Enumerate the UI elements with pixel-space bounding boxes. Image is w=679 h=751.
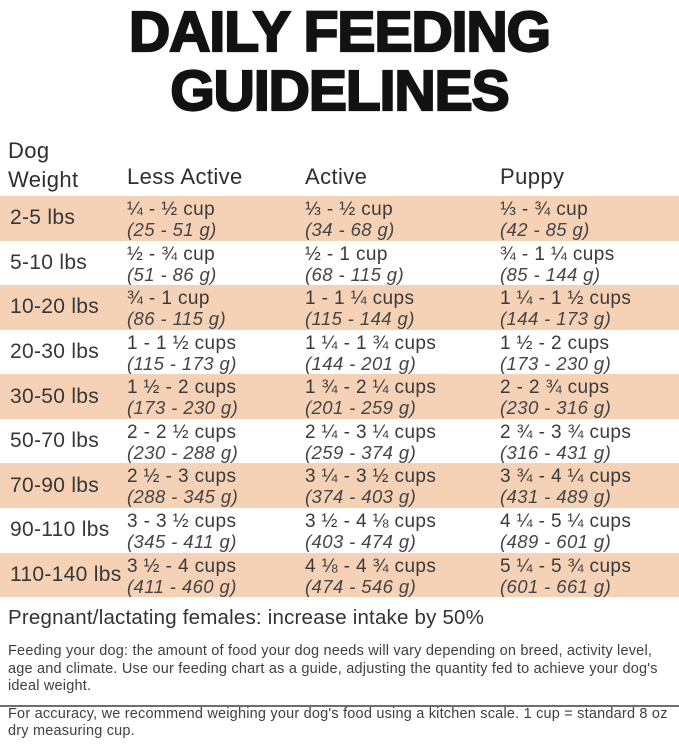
grams-range: (230 - 316 g) xyxy=(500,397,612,419)
weight-cell: 70-90 lbs xyxy=(10,473,100,497)
page-title xyxy=(0,0,679,121)
cups-range: 5 ¼ - 5 ¾ cups xyxy=(500,555,632,577)
footer-notes xyxy=(8,606,671,751)
cups-range: 3 ¼ - 3 ½ cups xyxy=(305,466,437,488)
page-title-line1: DAILY FEEDING xyxy=(129,0,550,64)
cups-range: 2 ¾ - 3 ¾ cups xyxy=(500,421,632,443)
grams-range: (86 - 115 g) xyxy=(127,308,227,330)
active-cell xyxy=(305,196,500,241)
table-row-110-140-lbs xyxy=(0,553,679,598)
page-title-line2: GUIDELINES xyxy=(170,59,509,123)
active-cell xyxy=(305,241,500,286)
puppy-cell xyxy=(500,508,679,553)
table-row-2-5-lbs xyxy=(0,196,679,241)
puppy-cell xyxy=(500,419,679,464)
cups-range: 1 ¼ - 1 ½ cups xyxy=(500,288,632,310)
measuring-accuracy-note: For accuracy, we recommend weighing your dog's food using a kitchen scale. 1 cup = standard 8 oz dry measuring cup. xyxy=(8,705,668,739)
cups-range: 1 ½ - 2 cups xyxy=(127,377,237,399)
cups-range: ½ - ¾ cup xyxy=(127,243,216,265)
active-cell xyxy=(305,285,500,330)
cups-range: 2 - 2 ½ cups xyxy=(127,421,237,443)
cups-range: 3 - 3 ½ cups xyxy=(127,510,237,532)
weight-cell: 30-50 lbs xyxy=(10,384,100,408)
grams-range: (431 - 489 g) xyxy=(500,486,612,508)
table-row-5-10-lbs xyxy=(0,241,679,286)
grams-range: (34 - 68 g) xyxy=(305,219,395,240)
weight-cell: 110-140 lbs xyxy=(10,562,122,586)
pregnant-lactating-note: Pregnant/lactating females: increase intake by 50% xyxy=(8,606,485,629)
active-cell xyxy=(305,374,500,419)
table-row-70-90-lbs xyxy=(0,463,679,508)
active-cell xyxy=(305,463,500,508)
grams-range: (230 - 288 g) xyxy=(127,441,239,463)
grams-range: (144 - 173 g) xyxy=(500,308,612,330)
grams-range: (42 - 85 g) xyxy=(500,219,590,240)
cups-range: ½ - 1 cup xyxy=(305,243,388,265)
column-header-puppy: Puppy xyxy=(500,164,565,189)
dog-weight-header-line1: Dog xyxy=(8,138,50,163)
cups-range: ⅓ - ½ cup xyxy=(305,199,394,220)
cups-range: 4 ¼ - 5 ¼ cups xyxy=(500,510,632,532)
table-header-row xyxy=(0,134,679,196)
grams-range: (85 - 144 g) xyxy=(500,263,601,285)
cups-range: ¾ - 1 ¼ cups xyxy=(500,243,615,265)
puppy-cell xyxy=(500,241,679,286)
grams-range: (374 - 403 g) xyxy=(305,486,417,508)
weight-cell: 10-20 lbs xyxy=(10,295,100,319)
grams-range: (345 - 411 g) xyxy=(127,530,237,552)
grams-range: (115 - 144 g) xyxy=(305,308,415,330)
grams-range: (403 - 474 g) xyxy=(305,530,417,552)
grams-range: (201 - 259 g) xyxy=(305,397,417,419)
grams-range: (115 - 173 g) xyxy=(127,352,237,374)
puppy-cell xyxy=(500,374,679,419)
table-row-20-30-lbs xyxy=(0,330,679,375)
grams-range: (25 - 51 g) xyxy=(127,219,217,240)
grams-range: (51 - 86 g) xyxy=(127,263,217,285)
column-header-dog-weight xyxy=(8,136,78,194)
grams-range: (144 - 201 g) xyxy=(305,352,417,374)
cups-range: 1 - 1 ½ cups xyxy=(127,332,237,354)
puppy-cell xyxy=(500,330,679,375)
cups-range: ⅓ - ¾ cup xyxy=(500,199,589,220)
weight-cell: 20-30 lbs xyxy=(10,339,100,363)
table-row-10-20-lbs xyxy=(0,285,679,330)
grams-range: (411 - 460 g) xyxy=(127,575,237,597)
puppy-cell xyxy=(500,553,679,598)
cups-range: 1 ½ - 2 cups xyxy=(500,332,610,354)
active-cell xyxy=(305,330,500,375)
grams-range: (259 - 374 g) xyxy=(305,441,417,463)
weight-cell: 5-10 lbs xyxy=(10,250,88,274)
cups-range: 2 ¼ - 3 ¼ cups xyxy=(305,421,437,443)
feeding-guidance-note: Feeding your dog: the amount of food your dog needs will vary depending on breed, activity level, age and climate. Use our feeding chart as a guide, adjusting the quantity fed to achieve your dog's ideal weight. xyxy=(8,643,658,694)
cups-range: 1 ¼ - 1 ¾ cups xyxy=(305,332,437,354)
puppy-cell xyxy=(500,463,679,508)
active-cell xyxy=(305,553,500,598)
less-active-cell xyxy=(127,508,305,553)
less-active-cell xyxy=(127,553,305,598)
weight-cell: 90-110 lbs xyxy=(10,518,110,542)
less-active-cell xyxy=(127,285,305,330)
cups-range: 1 - 1 ¼ cups xyxy=(305,288,415,310)
puppy-cell xyxy=(500,196,679,241)
table-row-50-70-lbs xyxy=(0,419,679,464)
puppy-cell xyxy=(500,285,679,330)
cups-range: 1 ¾ - 2 ¼ cups xyxy=(305,377,437,399)
cups-range: ¾ - 1 cup xyxy=(127,288,210,310)
column-header-active: Active xyxy=(305,164,368,189)
cups-range: ¼ - ½ cup xyxy=(127,199,216,220)
grams-range: (601 - 661 g) xyxy=(500,575,612,597)
table-row-90-110-lbs xyxy=(0,508,679,553)
column-header-less-active: Less Active xyxy=(127,164,243,189)
grams-range: (489 - 601 g) xyxy=(500,530,612,552)
cups-range: 3 ¾ - 4 ¼ cups xyxy=(500,466,632,488)
cups-range: 4 ⅛ - 4 ¾ cups xyxy=(305,555,437,577)
cups-range: 3 ½ - 4 ⅛ cups xyxy=(305,510,437,532)
feeding-table xyxy=(0,196,679,597)
grams-range: (68 - 115 g) xyxy=(305,263,405,285)
grams-range: (288 - 345 g) xyxy=(127,486,239,508)
grams-range: (316 - 431 g) xyxy=(500,441,612,463)
less-active-cell xyxy=(127,196,305,241)
weight-cell: 2-5 lbs xyxy=(10,206,76,230)
grams-range: (474 - 546 g) xyxy=(305,575,417,597)
table-row-30-50-lbs xyxy=(0,374,679,419)
less-active-cell xyxy=(127,374,305,419)
less-active-cell xyxy=(127,419,305,464)
grams-range: (173 - 230 g) xyxy=(500,352,612,374)
weight-cell: 50-70 lbs xyxy=(10,429,100,453)
cups-range: 3 ½ - 4 cups xyxy=(127,555,237,577)
active-cell xyxy=(305,508,500,553)
dog-weight-header-line2: Weight xyxy=(8,167,79,192)
grams-range: (173 - 230 g) xyxy=(127,397,239,419)
less-active-cell xyxy=(127,241,305,286)
cups-range: 2 ½ - 3 cups xyxy=(127,466,237,488)
cups-range: 2 - 2 ¾ cups xyxy=(500,377,610,399)
active-cell xyxy=(305,419,500,464)
less-active-cell xyxy=(127,330,305,375)
less-active-cell xyxy=(127,463,305,508)
